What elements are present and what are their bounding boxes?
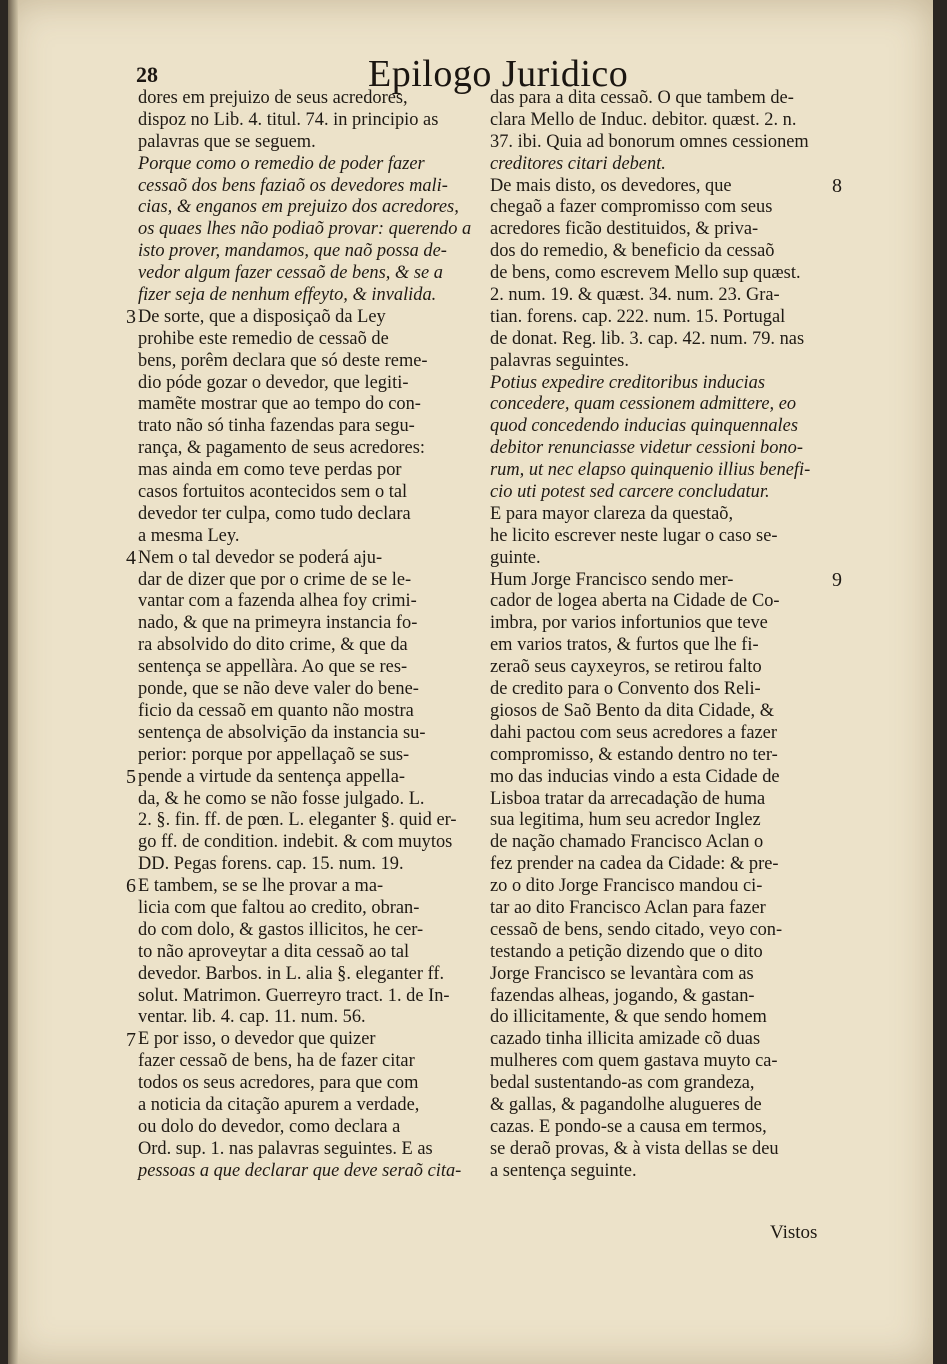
text-line: cazas. E pondo-se a causa em termos, <box>490 1116 767 1137</box>
text-line: a mesma Ley. <box>138 525 240 546</box>
text-line: dahi pactou com seus acredores a fazer <box>490 722 777 743</box>
text-line: pessoas a que declarar que deve seraõ cita- <box>138 1160 462 1181</box>
text-line: das para a dita cessaõ. O que tambem de- <box>490 88 794 108</box>
text-line: a noticia da citação apurem a verdade, <box>138 1094 420 1115</box>
page-spine-shadow <box>8 0 18 1364</box>
text-line: licia com que faltou ao credito, obran- <box>138 897 420 918</box>
text-line: quod concedendo inducias quinquennales <box>490 416 798 437</box>
text-line: Lisboa tratar da arrecadação de huma <box>490 788 766 809</box>
book-page <box>8 0 933 1364</box>
text-line: de bens, como escrevem Mello sup quæst. <box>490 263 801 284</box>
text-line: Porque como o remedio de poder fazer <box>138 153 425 174</box>
text-line: sua legitima, hum seu acredor Inglez <box>490 810 761 831</box>
text-line: 37. ibi. Quia ad bonorum omnes cessionem <box>490 131 809 152</box>
text-line: trato não só tinha fazendas para segu- <box>138 416 415 437</box>
text-line: 2. §. fin. ff. de pœn. L. eleganter §. quid er- <box>138 810 457 831</box>
text-line: bedal sustentando-as com grandeza, <box>490 1073 755 1094</box>
margin-paragraph-number: 9 <box>832 568 842 591</box>
text-line: do com dolo, & gastos illicitos, he cer- <box>138 919 424 940</box>
text-line: E para mayor clareza da questaõ, <box>490 503 734 524</box>
text-line: guinte. <box>490 547 541 568</box>
page-number: 28 <box>136 62 158 87</box>
text-line: mas ainda em como teve perdas por <box>138 460 402 481</box>
text-line: devedor. Barbos. in L. alia §. eleganter ff. <box>138 963 445 984</box>
text-line: testando a petição dizendo que o dito <box>490 941 763 962</box>
text-line: a sentença seguinte. <box>490 1160 637 1181</box>
margin-paragraph-number: 4 <box>126 546 136 569</box>
text-line: sentença de absolviçāo da instancia su- <box>138 722 426 743</box>
text-line: casos fortuitos acontecidos sem o tal <box>138 482 408 503</box>
text-line: imbra, por varios infortunios que teve <box>490 613 768 634</box>
margin-paragraph-number: 3 <box>126 306 136 328</box>
text-line: giosos de Saõ Bento da dita Cidade, & <box>490 700 775 721</box>
text-line: rum, ut nec elapso quinquenio illius benefi- <box>490 460 811 481</box>
text-line: 2. num. 19. & quæst. 34. num. 23. Gra- <box>490 285 780 306</box>
text-line: os quaes lhes não podiaõ provar: querendo a <box>138 219 472 240</box>
text-line: dos do remedio, & beneficio da cessaõ <box>490 241 775 262</box>
text-line: mamẽte mostrar que ao tempo do con- <box>138 394 421 415</box>
text-line: pende a virtude da sentença appella- <box>138 766 406 787</box>
text-line: mo das inducias vindo a esta Cidade de <box>490 766 780 787</box>
text-line: bens, porêm declara que só deste reme- <box>138 350 428 371</box>
text-line: do illicitamente, & que sendo homem <box>490 1007 767 1028</box>
text-line: creditores citari debent. <box>490 153 666 174</box>
text-line: debitor renunciasse videtur cessioni bono- <box>490 438 803 459</box>
text-line: fez prender na cadea da Cidade: & pre- <box>490 854 779 875</box>
text-line: E por isso, o devedor que quizer <box>138 1029 376 1050</box>
left-text-column <box>126 88 478 1183</box>
margin-paragraph-number: 8 <box>832 174 842 197</box>
text-line: se deraõ provas, & à vista dellas se deu <box>490 1138 779 1159</box>
catchword: Vistos <box>770 1222 818 1243</box>
text-line: tar ao dito Francisco Aclan para fazer <box>490 897 766 918</box>
text-line: Hum Jorge Francisco sendo mer- <box>490 569 734 590</box>
text-line: E tambem, se se lhe provar a ma- <box>138 876 384 897</box>
text-line: chegaõ a fazer compromisso com seus <box>490 197 773 218</box>
text-line: acredores ficão destituidos, & priva- <box>490 219 759 240</box>
right-text-column <box>490 88 842 1183</box>
text-line: ra absolvido do dito crime, & que da <box>138 635 408 656</box>
text-line: fazendas alheas, jogando, & gastan- <box>490 985 755 1006</box>
text-line: Ord. sup. 1. nas palavras seguintes. E as <box>138 1138 433 1159</box>
text-line: sentença se appellàra. Ao que se res- <box>138 657 408 678</box>
text-line: prohibe este remedio de cessaõ de <box>138 328 389 349</box>
text-line: ou dolo do devedor, como declara a <box>138 1116 401 1137</box>
text-line: cador de logea aberta na Cidade de Co- <box>490 591 780 612</box>
text-line: nado, & que na primeyra instancia fo- <box>138 613 418 634</box>
text-line: ventar. lib. 4. cap. 11. num. 56. <box>138 1007 366 1028</box>
margin-paragraph-number: 5 <box>126 765 136 788</box>
text-line: solut. Matrimon. Guerreyro tract. 1. de In- <box>138 985 450 1006</box>
text-line: compromisso, & estando dentro no ter- <box>490 744 778 765</box>
text-line: rança, & pagamento de seus acredores: <box>138 438 425 459</box>
text-line: fazer cessaõ de bens, ha de fazer citar <box>138 1051 415 1072</box>
text-line: tian. forens. cap. 222. num. 15. Portugal <box>490 306 786 327</box>
text-line: De mais disto, os devedores, que <box>490 175 732 196</box>
text-line: concedere, quam cessionem admittere, eo <box>490 394 797 415</box>
text-line: de nação chamado Francisco Aclan o <box>490 832 764 853</box>
margin-paragraph-number: 7 <box>126 1028 136 1051</box>
text-line: palavras seguintes. <box>490 350 629 371</box>
text-line: de donat. Reg. lib. 3. cap. 42. num. 79. nas <box>490 328 805 349</box>
text-line: clara Mello de Induc. debitor. quæst. 2. n. <box>490 109 797 130</box>
text-line: De sorte, que a disposiçaõ da Ley <box>138 306 386 327</box>
text-line: devedor ter culpa, como tudo declara <box>138 503 411 524</box>
text-line: zeraõ seus cayxeyros, se retirou falto <box>490 657 762 678</box>
text-line: cias, & enganos em prejuizo dos acredores, <box>138 197 459 218</box>
text-line: vedor algum fazer cessaõ de bens, & se a <box>138 263 443 284</box>
text-line: cessaõ dos bens faziaõ os devedores mali- <box>138 175 448 196</box>
text-line: da, & he como se não fosse julgado. L. <box>138 788 425 809</box>
margin-paragraph-number: 6 <box>126 875 136 898</box>
text-line: ponde, que se não deve valer do bene- <box>138 679 419 700</box>
text-line: zo o dito Jorge Francisco mandou ci- <box>490 876 763 897</box>
text-line: em varios tratos, & furtos que lhe fi- <box>490 635 759 656</box>
text-line: cessaõ de bens, sendo citado, veyo con- <box>490 919 783 940</box>
text-line: palavras que se seguem. <box>138 131 316 152</box>
text-line: & gallas, & pagandolhe alugueres de <box>490 1094 762 1115</box>
text-line: de credito para o Convento dos Reli- <box>490 679 761 700</box>
text-line: Jorge Francisco se levantàra com as <box>490 963 754 984</box>
running-head: Epilogo Juridico <box>368 53 629 95</box>
text-line: todos os seus acredores, para que com <box>138 1073 419 1094</box>
text-line: cazado tinha illicita amizade cõ duas <box>490 1029 761 1050</box>
text-line: he licito escrever neste lugar o caso se- <box>490 525 778 546</box>
text-line: ficio da cessaõ em quanto não mostra <box>138 700 414 721</box>
text-line: vantar com a fazenda alhea foy crimi- <box>138 591 417 612</box>
text-line: dar de dizer que por o crime de se le- <box>138 569 412 590</box>
text-line: dispoz no Lib. 4. titul. 74. in principio as <box>138 109 439 130</box>
text-line: cio uti potest sed carcere concludatur. <box>490 482 770 503</box>
text-line: fizer seja de nenhum effeyto, & invalida. <box>138 285 437 306</box>
text-line: go ff. de condition. indebit. & com muytos <box>138 832 453 853</box>
text-line: mulheres com quem gastava muyto ca- <box>490 1051 778 1072</box>
text-line: isto prover, mandamos, que naõ possa de- <box>138 241 447 262</box>
text-line: Nem o tal devedor se poderá aju- <box>138 547 383 568</box>
text-line: dio póde gozar o devedor, que legiti- <box>138 372 409 393</box>
text-line: perior: porque por appellaçaõ se sus- <box>138 744 410 765</box>
text-line: to não aproveytar a dita cessaõ ao tal <box>138 941 410 962</box>
text-line: dores em prejuizo de seus acredores, <box>138 88 408 108</box>
text-line: DD. Pegas forens. cap. 15. num. 19. <box>138 854 404 875</box>
text-line: Potius expedire creditoribus inducias <box>490 372 765 393</box>
